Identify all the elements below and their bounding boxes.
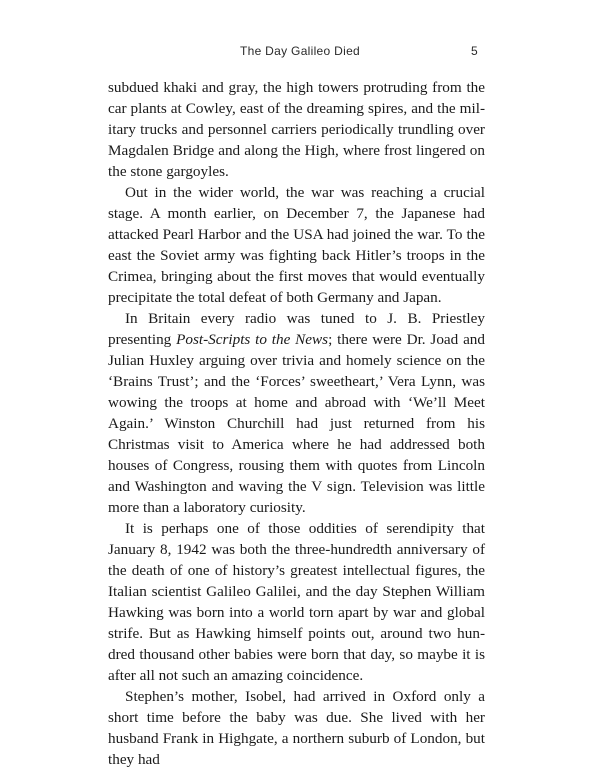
paragraph-britain-radio — [108, 308, 485, 518]
paragraph-continued: subdued khaki and gray, the high towers protruding from the car plants at Cowley, east of the dreaming spires, and the military trucks and personnel carriers periodically trundling over Magdalen Bridge and along the High, where frost lingered on the stone gargoyles. — [108, 79, 485, 180]
paragraph-serendipity: It is perhaps one of those oddities of serendipity that January 8, 1942 was both the three-hundredth anniversary of the death of one of history’s greatest intellectual figures, the Italian scientist Galileo Galilei, and the day Stephen William Hawking was born into a world torn apart by war and global strife. But as Hawking himself points out, around two hundred thousand other babies were born that day, so maybe it is after all not such an amazing coincidence. — [108, 520, 485, 684]
paragraph-mother: Stephen’s mother, Isobel, had arrived in Oxford only a short time before the baby was due. She lived with her husband Frank in Highgate, a northern suburb of London, but they had — [108, 688, 485, 768]
body-text — [108, 77, 485, 770]
page-number: 5 — [471, 44, 478, 58]
running-head — [110, 44, 490, 60]
paragraph-text-after: ; there were Dr. Joad and Julian Huxley arguing over trivia and homely science on the ‘Brains Trust’; and the ‘Forces’ sweetheart,’ Vera Lynn, was wowing the troops at home and abroad with ‘We’ll Meet Again.’ Winston Churchill had just returned from his Christmas visit to America where he had addressed both houses of Congress, rousing them with quotes from Lincoln and Washington and waving the V sign. Television was little more than a laboratory curiosity. — [108, 331, 485, 516]
paragraph-text-before: In Britain every radio was tuned to J. B. Priestley presenting — [108, 310, 485, 348]
paragraph-war-stage: Out in the wider world, the war was reaching a crucial stage. A month earlier, on December 7, the Japanese had attacked Pearl Harbor and the USA had joined the war. To the east the Soviet army was fighting back Hitler’s troops in the Crimea, bringing about the first moves that would eventually precipitate the total defeat of both Germany and Japan. — [108, 184, 485, 306]
program-title: Post-Scripts to the News — [176, 331, 329, 348]
chapter-title: The Day Galileo Died — [239, 44, 361, 58]
